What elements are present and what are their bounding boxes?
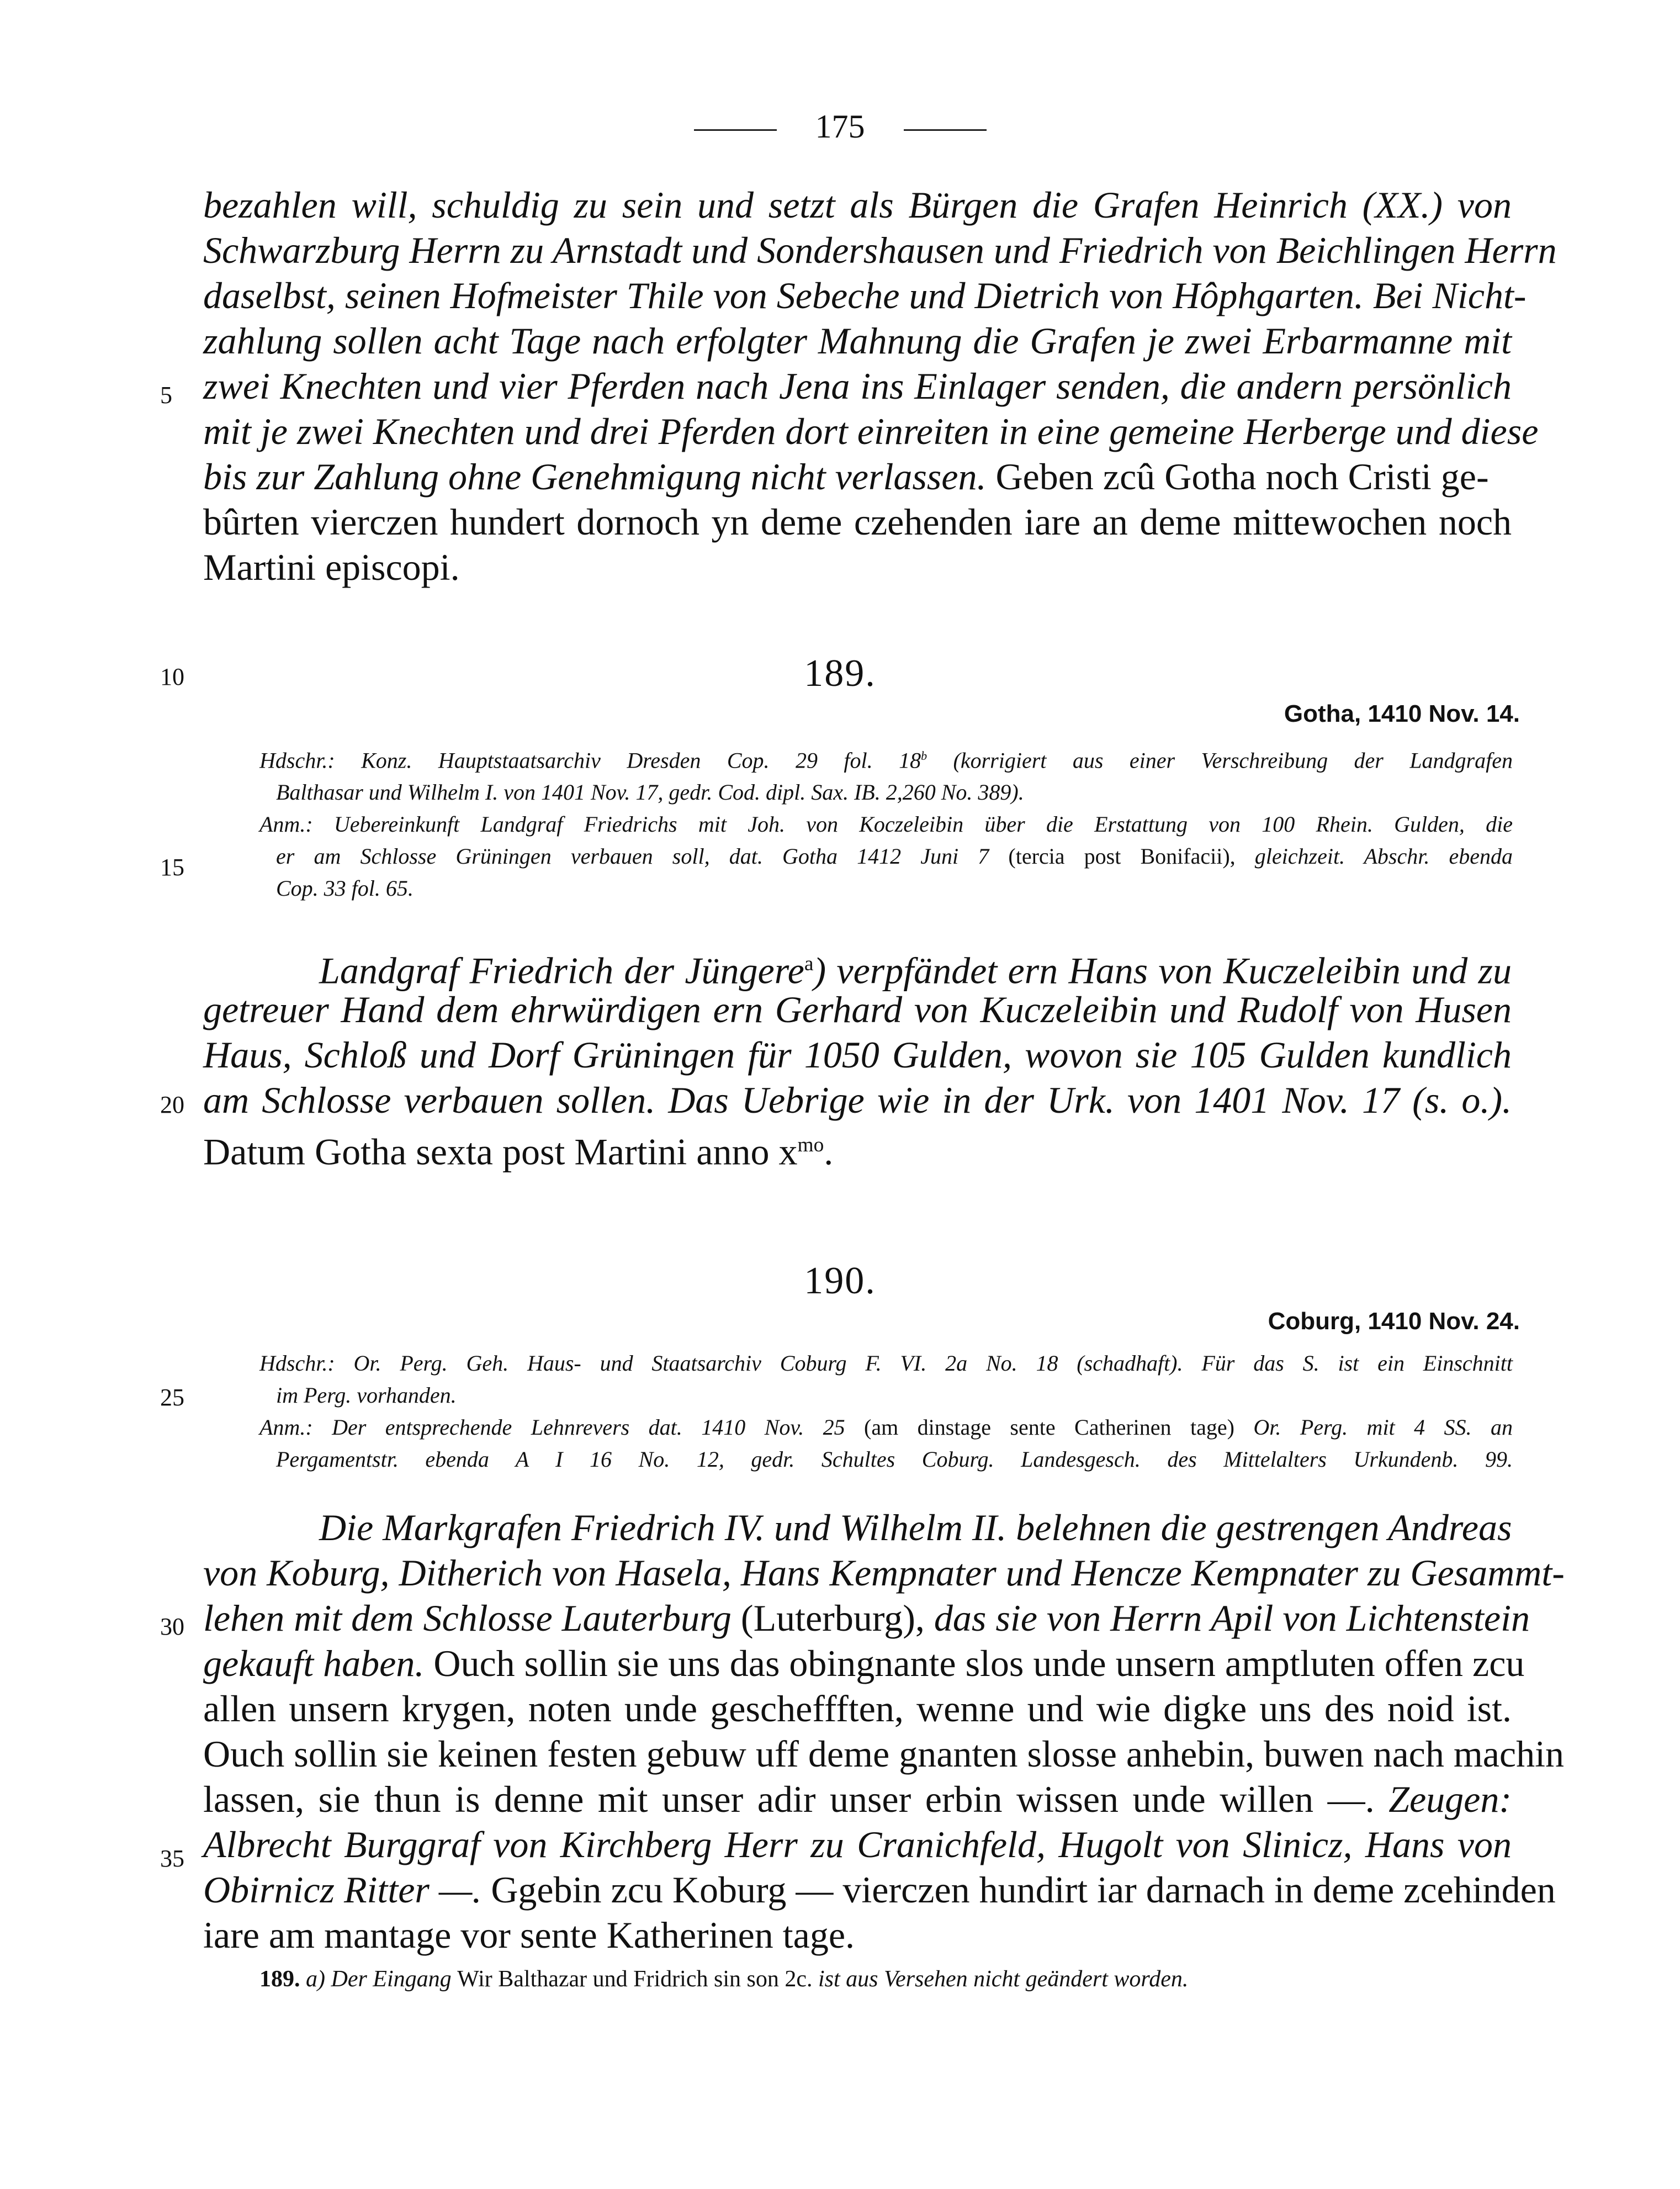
text-line: bezahlen will, schuldig zu sein und setzt als Bürgen die Grafen Heinrich (XX.) von [203, 184, 1512, 226]
text-line: Albrecht Burggraf von Kirchberg Herr zu Cranichfeld, Hugolt von Slinicz, Hans von [203, 1823, 1512, 1865]
line-number: 20 [160, 1091, 184, 1118]
text-line: iare am mantage vor sente Katherinen tage. [203, 1914, 855, 1956]
apparatus [259, 1347, 1513, 1476]
apparatus-line: Hdschr.: Or. Perg. Geh. Haus- und Staatsarchiv Coburg F. VI. 2a No. 18 (schadhaft). Für das S. ist ein Einschnitt [259, 1351, 1513, 1376]
text-line: lassen, sie thun is denne mit unser adir unser erbin wissen unde willen —. Zeugen: [203, 1778, 1512, 1820]
continuation-text [203, 182, 1557, 590]
page-number: 175 [815, 108, 865, 145]
text-line: Landgraf Friedrich der Jüngere$^a$) verpfändet ern Hans von Kuczeleibin und zu [319, 949, 1512, 992]
document-number: 189. [804, 652, 876, 695]
apparatus [259, 740, 1513, 905]
regest-189 [203, 942, 1512, 1173]
text-line: Ouch sollin sie keinen festen gebuw uff deme gnanten slosse anhebin, buwen nach machin [203, 1733, 1564, 1775]
text-line: getreuer Hand dem ehrwürdigen ern Gerhard von Kuczeleibin und Rudolf von Husen [203, 988, 1512, 1030]
text-line: Datum Gotha sexta post Martini anno $x^{mo}$. [203, 1130, 834, 1173]
text-line: Schwarzburg Herrn zu Arnstadt und Sondershausen und Friedrich von Beichlingen Herrn [203, 229, 1557, 271]
text-line: zahlung sollen acht Tage nach erfolgter Mahnung die Grafen je zwei Erbarmanne mit [203, 320, 1512, 362]
line-number: 15 [160, 854, 184, 881]
regest-190 [203, 1505, 1565, 1958]
apparatus-line: Cop. 33 fol. 65. [276, 876, 414, 901]
header-rule-left [694, 129, 777, 131]
text-line: allen unsern krygen, noten unde gescheffften, wenne und wie digke uns des noid ist. [203, 1688, 1512, 1730]
text-line: Haus, Schloß und Dorf Grüningen für 1050 Gulden, wovon sie 105 Gulden kundlich [203, 1034, 1512, 1076]
page-header [0, 108, 1680, 146]
apparatus-line: Balthasar und Wilhelm I. von 1401 Nov. 17, gedr. Cod. dipl. Sax. IB. 2,260 No. 389). [276, 780, 1024, 805]
place-date: Coburg, 1410 Nov. 24. [1268, 1308, 1520, 1335]
text-line: Die Markgrafen Friedrich IV. und Wilhelm II. belehnen die gestrengen Andreas [319, 1506, 1512, 1548]
document-number: 190. [804, 1260, 876, 1302]
line-number: 30 [160, 1613, 184, 1640]
text-line: lehen mit dem Schlosse Lauterburg (Luterburg), das sie von Herrn Apil von Lichtenstein [203, 1597, 1530, 1639]
text-line: bûrten vierczen hundert dornoch yn deme czehenden iare an deme mittewochen noch [203, 501, 1512, 543]
text-line: von Koburg, Ditherich von Hasela, Hans Kempnater und Hencze Kempnater zu Gesammt- [203, 1552, 1565, 1594]
footnote-ref: 189. [259, 1966, 300, 1992]
text-line: Obirnicz Ritter —. Ggebin zcu Koburg — vierczen hundirt iar darnach in deme zcehinden [203, 1869, 1556, 1911]
apparatus-line: Anm.: Uebereinkunft Landgraf Friedrichs mit Joh. von Koczeleibin über die Erstattung von 100 Rhein. Gulden, die [259, 812, 1513, 837]
header-rule-right [904, 129, 987, 131]
text-line: am Schlosse verbauen sollen. Das Uebrige wie in der Urk. von 1401 Nov. 17 (s. o.). [203, 1079, 1512, 1121]
line-number: 5 [160, 382, 172, 409]
line-number: 35 [160, 1845, 184, 1872]
footnote: 189. a) Der Eingang Wir Balthazar und Fridrich sin son 2c. ist aus Versehen nicht geändert worden. [259, 1966, 1189, 1992]
place-date: Gotha, 1410 Nov. 14. [1284, 700, 1520, 727]
text-line: mit je zwei Knechten und drei Pferden dort einreiten in eine gemeine Herberge und diese [203, 410, 1539, 452]
text-line: gekauft haben. Ouch sollin sie uns das obingnante slos unde unsern amptluten offen zcu [203, 1642, 1525, 1684]
apparatus-line: Hdschr.: Konz. Hauptstaatsarchiv Dresden Cop. 29 fol. 18$^b$ (korrigiert aus einer Verschreibung der Landgrafen [259, 748, 1513, 773]
apparatus-line: er am Schlosse Grüningen verbauen soll, dat. Gotha 1412 Juni 7 (tercia post Bonifacii), gleichzeit. Abschr. ebenda [276, 844, 1513, 869]
apparatus-line: Anm.: Der entsprechende Lehnrevers dat. 1410 Nov. 25 (am dinstage sente Catherinen tage) Or. Perg. mit 4 SS. an [259, 1415, 1513, 1440]
apparatus-line: im Perg. vorhanden. [276, 1383, 457, 1408]
apparatus-line: Pergamentstr. ebenda A I 16 No. 12, gedr. Schultes Coburg. Landesgesch. des Mittelalters Urkundenb. 99. [276, 1447, 1513, 1472]
text-line: daselbst, seinen Hofmeister Thile von Sebeche und Dietrich von Hôphgarten. Bei Nicht- [203, 274, 1527, 316]
text-line: zwei Knechten und vier Pferden nach Jena ins Einlager senden, die andern persönlich [203, 365, 1512, 407]
text-line: Martini episcopi. [203, 546, 460, 588]
line-number: 10 [160, 663, 184, 690]
line-number: 25 [160, 1384, 184, 1411]
text-line: bis zur Zahlung ohne Genehmigung nicht verlassen. Geben zcû Gotha noch Cristi ge- [203, 456, 1489, 498]
